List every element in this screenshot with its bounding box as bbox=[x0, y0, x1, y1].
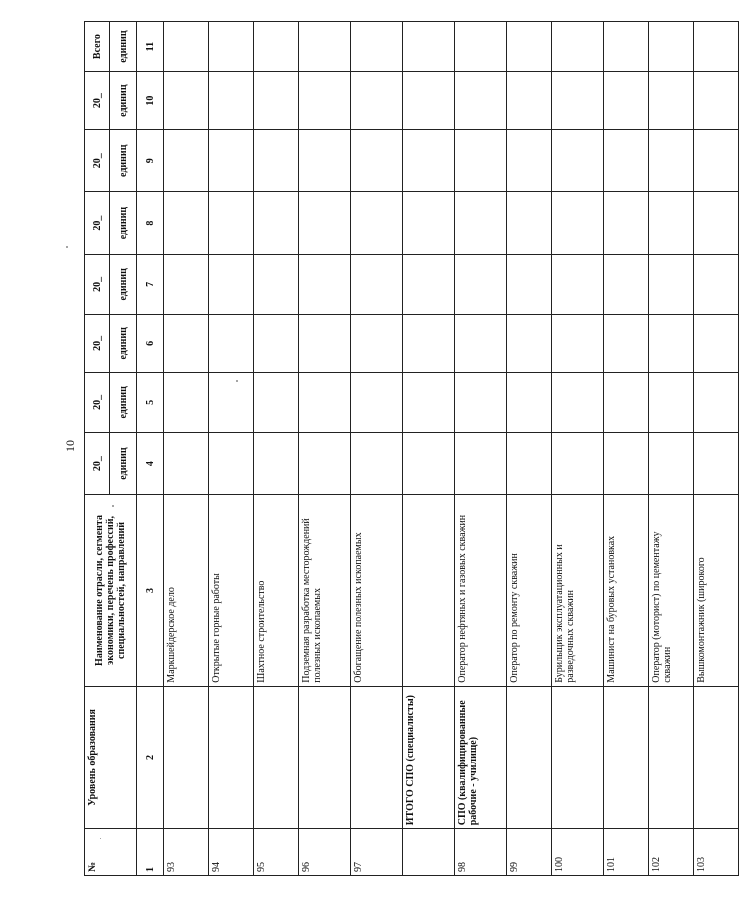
table-row bbox=[164, 22, 209, 876]
cell bbox=[164, 22, 209, 72]
cell bbox=[209, 22, 254, 72]
rotated-table-wrapper bbox=[84, 21, 707, 876]
cell bbox=[649, 314, 694, 372]
cell bbox=[694, 314, 739, 372]
cell bbox=[164, 254, 209, 314]
cell bbox=[552, 372, 604, 432]
cell bbox=[299, 432, 351, 494]
cell bbox=[649, 130, 694, 192]
cell bbox=[164, 372, 209, 432]
row-name: Оператор нефтяных и газовых скважин bbox=[455, 495, 507, 687]
row-number: 93 bbox=[164, 829, 209, 876]
cell bbox=[299, 314, 351, 372]
cell bbox=[254, 254, 299, 314]
cell bbox=[455, 22, 507, 72]
header-unit: единиц bbox=[110, 372, 137, 432]
row-number: 103 bbox=[694, 829, 739, 876]
row-number bbox=[403, 829, 455, 876]
cell bbox=[299, 22, 351, 72]
header-unit: единиц bbox=[110, 254, 137, 314]
cell bbox=[299, 130, 351, 192]
cell bbox=[403, 22, 455, 72]
header-unit: единиц bbox=[110, 192, 137, 254]
cell bbox=[209, 192, 254, 254]
column-number: 1 bbox=[137, 829, 164, 876]
column-number: 10 bbox=[137, 72, 164, 130]
cell bbox=[254, 432, 299, 494]
table-row bbox=[694, 22, 739, 876]
header-name: Наименование отрасли, сегмента экономики, перечень профессий, специальностей, направлений bbox=[85, 495, 137, 687]
cell bbox=[351, 314, 403, 372]
column-number: 3 bbox=[137, 495, 164, 687]
cell bbox=[649, 432, 694, 494]
cell bbox=[455, 130, 507, 192]
cell bbox=[299, 72, 351, 130]
cell bbox=[604, 22, 649, 72]
row-name: Обогащение полезных ископаемых bbox=[351, 495, 403, 687]
row-number: 98 bbox=[455, 829, 507, 876]
cell bbox=[299, 254, 351, 314]
header-year: 20_ bbox=[85, 372, 110, 432]
row-level bbox=[694, 686, 739, 829]
cell bbox=[403, 254, 455, 314]
header-year: 20_ bbox=[85, 432, 110, 494]
cell bbox=[254, 72, 299, 130]
cell bbox=[455, 372, 507, 432]
scan-speck bbox=[66, 246, 68, 248]
row-name: Шахтное строительство bbox=[254, 495, 299, 687]
row-level bbox=[649, 686, 694, 829]
column-number: 9 bbox=[137, 130, 164, 192]
cell bbox=[694, 192, 739, 254]
row-number: 100 bbox=[552, 829, 604, 876]
row-level: ИТОГО СПО (специалисты) bbox=[403, 686, 455, 829]
header-year: 20_ bbox=[85, 314, 110, 372]
header-unit: единиц bbox=[110, 72, 137, 130]
row-name: Машинист на буровых установках bbox=[604, 495, 649, 687]
row-number: 94 bbox=[209, 829, 254, 876]
cell bbox=[403, 72, 455, 130]
cell bbox=[455, 314, 507, 372]
cell bbox=[351, 192, 403, 254]
cell bbox=[351, 372, 403, 432]
cell bbox=[649, 22, 694, 72]
row-number: 97 bbox=[351, 829, 403, 876]
row-level bbox=[254, 686, 299, 829]
row-level bbox=[552, 686, 604, 829]
cell bbox=[164, 72, 209, 130]
header-unit: единиц bbox=[110, 130, 137, 192]
cell bbox=[209, 372, 254, 432]
cell bbox=[552, 254, 604, 314]
cell bbox=[403, 372, 455, 432]
row-name bbox=[403, 495, 455, 687]
cell bbox=[455, 432, 507, 494]
row-level bbox=[604, 686, 649, 829]
header-unit: единиц bbox=[110, 22, 137, 72]
table-row bbox=[455, 22, 507, 876]
specialty-table bbox=[84, 21, 739, 876]
column-number: 5 bbox=[137, 372, 164, 432]
cell bbox=[694, 432, 739, 494]
cell bbox=[604, 372, 649, 432]
row-name: Вышкомонтажник (широкого bbox=[694, 495, 739, 687]
header-year: 20_ bbox=[85, 192, 110, 254]
cell bbox=[507, 192, 552, 254]
cell bbox=[649, 254, 694, 314]
row-number: 102 bbox=[649, 829, 694, 876]
cell bbox=[649, 192, 694, 254]
cell bbox=[694, 22, 739, 72]
table-row bbox=[299, 22, 351, 876]
cell bbox=[254, 130, 299, 192]
cell bbox=[209, 254, 254, 314]
cell bbox=[604, 192, 649, 254]
row-level: СПО (квалифицированные рабочие - училище) bbox=[455, 686, 507, 829]
cell bbox=[604, 314, 649, 372]
row-level bbox=[209, 686, 254, 829]
header-year: 20_ bbox=[85, 72, 110, 130]
header-no: № bbox=[85, 829, 137, 876]
cell bbox=[164, 432, 209, 494]
cell bbox=[254, 314, 299, 372]
column-number: 2 bbox=[137, 686, 164, 829]
header-year: 20_ bbox=[85, 130, 110, 192]
table-row bbox=[649, 22, 694, 876]
cell bbox=[403, 130, 455, 192]
header-level: Уровень образования bbox=[85, 686, 137, 829]
cell bbox=[455, 72, 507, 130]
cell bbox=[507, 72, 552, 130]
column-number: 6 bbox=[137, 314, 164, 372]
cell bbox=[209, 314, 254, 372]
cell bbox=[507, 314, 552, 372]
cell bbox=[351, 130, 403, 192]
column-number: 8 bbox=[137, 192, 164, 254]
cell bbox=[403, 314, 455, 372]
table-row bbox=[209, 22, 254, 876]
cell bbox=[164, 130, 209, 192]
cell bbox=[455, 192, 507, 254]
table-row bbox=[507, 22, 552, 876]
row-level bbox=[299, 686, 351, 829]
cell bbox=[209, 72, 254, 130]
header-unit: единиц bbox=[110, 432, 137, 494]
cell bbox=[254, 192, 299, 254]
cell bbox=[455, 254, 507, 314]
row-number: 95 bbox=[254, 829, 299, 876]
cell bbox=[209, 130, 254, 192]
cell bbox=[351, 22, 403, 72]
row-level bbox=[164, 686, 209, 829]
cell bbox=[552, 130, 604, 192]
cell bbox=[351, 72, 403, 130]
cell bbox=[604, 432, 649, 494]
row-number: 101 bbox=[604, 829, 649, 876]
row-name: Оператор по ремонту скважин bbox=[507, 495, 552, 687]
cell bbox=[649, 372, 694, 432]
cell bbox=[507, 372, 552, 432]
header-row bbox=[85, 22, 110, 876]
cell bbox=[552, 72, 604, 130]
cell bbox=[254, 372, 299, 432]
cell bbox=[507, 130, 552, 192]
row-name: Открытые горные работы bbox=[209, 495, 254, 687]
header-unit: единиц bbox=[110, 314, 137, 372]
cell bbox=[351, 432, 403, 494]
column-number: 7 bbox=[137, 254, 164, 314]
cell bbox=[694, 254, 739, 314]
row-number: 99 bbox=[507, 829, 552, 876]
cell bbox=[507, 432, 552, 494]
row-level bbox=[351, 686, 403, 829]
cell bbox=[351, 254, 403, 314]
cell bbox=[403, 432, 455, 494]
row-level bbox=[507, 686, 552, 829]
cell bbox=[299, 192, 351, 254]
cell bbox=[299, 372, 351, 432]
row-name: Бурильщик эксплуатационных и разведочных скважин bbox=[552, 495, 604, 687]
row-name: Маркшейдерское дело bbox=[164, 495, 209, 687]
cell bbox=[209, 432, 254, 494]
page-number: 10 bbox=[63, 440, 77, 452]
cell bbox=[604, 254, 649, 314]
table-row-total bbox=[403, 22, 455, 876]
cell bbox=[403, 192, 455, 254]
cell bbox=[694, 372, 739, 432]
cell bbox=[552, 432, 604, 494]
cell bbox=[164, 314, 209, 372]
row-number: 96 bbox=[299, 829, 351, 876]
cell bbox=[552, 314, 604, 372]
table-row bbox=[604, 22, 649, 876]
table-row bbox=[254, 22, 299, 876]
header-total: Всего bbox=[85, 22, 110, 72]
row-name: Оператор (моторист) по цементажу скважин bbox=[649, 495, 694, 687]
cell bbox=[604, 130, 649, 192]
cell bbox=[164, 192, 209, 254]
cell bbox=[694, 72, 739, 130]
table-row bbox=[351, 22, 403, 876]
cell bbox=[552, 22, 604, 72]
cell bbox=[507, 254, 552, 314]
row-name: Подземная разработка месторождений полезных ископаемых bbox=[299, 495, 351, 687]
cell bbox=[507, 22, 552, 72]
table-row bbox=[552, 22, 604, 876]
cell bbox=[552, 192, 604, 254]
cell bbox=[254, 22, 299, 72]
column-number: 4 bbox=[137, 432, 164, 494]
header-year: 20_ bbox=[85, 254, 110, 314]
column-number-row bbox=[137, 22, 164, 876]
column-number: 11 bbox=[137, 22, 164, 72]
cell bbox=[604, 72, 649, 130]
cell bbox=[694, 130, 739, 192]
cell bbox=[649, 72, 694, 130]
